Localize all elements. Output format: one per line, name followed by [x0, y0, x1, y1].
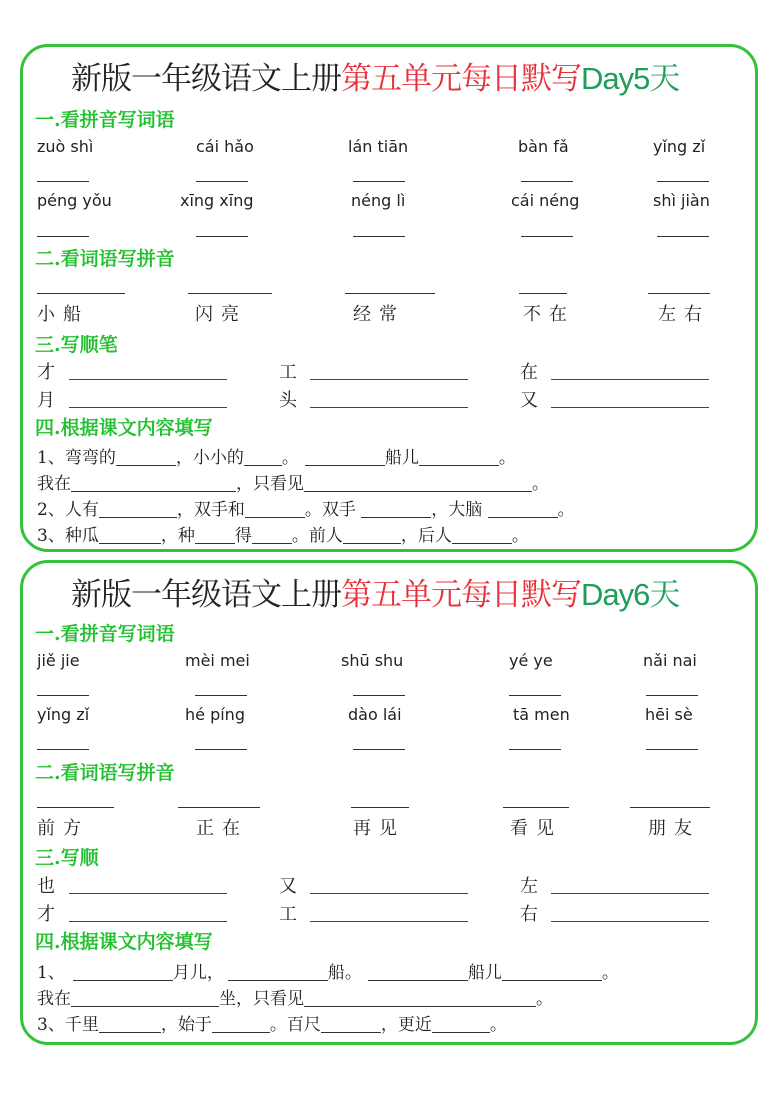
fill-blank[interactable]	[244, 447, 282, 466]
word: 看见	[510, 818, 562, 839]
word: 不在	[523, 304, 575, 325]
stroke-char: 才	[37, 904, 55, 925]
fill-blank[interactable]	[304, 988, 536, 1007]
answer-blank[interactable]	[648, 293, 710, 294]
pinyin: hé píng	[185, 705, 245, 724]
word: 左右	[658, 304, 710, 325]
answer-blank[interactable]	[37, 807, 114, 808]
worksheet-title	[71, 569, 679, 614]
fill-blank[interactable]	[99, 1014, 161, 1033]
fill-blank[interactable]	[212, 1014, 270, 1033]
title-day: Day5天	[581, 61, 680, 96]
fill-blank[interactable]	[343, 525, 401, 544]
pinyin: mèi mei	[185, 651, 250, 670]
stroke-char: 也	[37, 876, 55, 897]
pinyin: shì jiàn	[653, 191, 710, 210]
answer-blank[interactable]	[646, 695, 698, 696]
fill-blank[interactable]	[99, 499, 177, 518]
word: 朋友	[648, 818, 700, 839]
stroke-line[interactable]	[69, 893, 227, 894]
fill-blank[interactable]	[245, 499, 305, 518]
pinyin: zuò shì	[37, 137, 94, 156]
section-heading: 一.看拼音写词语	[35, 623, 175, 645]
section-heading: 二.看词语写拼音	[35, 762, 175, 784]
stroke-char: 工	[279, 362, 297, 383]
title-grade: 新版一年级语文上册	[71, 577, 341, 613]
answer-blank[interactable]	[353, 236, 405, 237]
fill-blank[interactable]	[71, 473, 236, 492]
section-heading: 三.写顺	[35, 847, 99, 869]
answer-blank[interactable]	[353, 695, 405, 696]
stroke-line[interactable]	[69, 407, 227, 408]
answer-blank[interactable]	[657, 236, 709, 237]
answer-blank[interactable]	[196, 181, 248, 182]
stroke-line[interactable]	[69, 921, 227, 922]
fill-blank[interactable]	[73, 962, 173, 981]
stroke-line[interactable]	[69, 379, 227, 380]
stroke-line[interactable]	[310, 379, 468, 380]
answer-blank[interactable]	[521, 181, 573, 182]
answer-blank[interactable]	[657, 181, 709, 182]
fill-line-1: 1、弯弯的 ，小小的 。 船儿 。	[37, 448, 516, 468]
pinyin: lán tiān	[348, 137, 409, 156]
answer-blank[interactable]	[521, 236, 573, 237]
fill-blank[interactable]	[452, 525, 512, 544]
title-unit: 第五单元每日默写	[341, 61, 581, 97]
answer-blank[interactable]	[509, 695, 561, 696]
worksheet-title	[71, 53, 679, 98]
fill-blank[interactable]	[361, 499, 431, 518]
word: 正在	[196, 818, 248, 839]
word: 前方	[37, 818, 89, 839]
pinyin: néng lì	[351, 191, 406, 210]
word: 小船	[37, 304, 89, 325]
stroke-char: 右	[520, 904, 538, 925]
stroke-char: 月	[37, 390, 55, 411]
pinyin: xīng xīng	[180, 191, 254, 210]
answer-blank[interactable]	[351, 807, 409, 808]
answer-blank[interactable]	[503, 807, 569, 808]
title-grade: 新版一年级语文上册	[71, 61, 341, 97]
answer-blank[interactable]	[509, 749, 561, 750]
worksheet-day6	[20, 560, 758, 1045]
pinyin: jiě jie	[37, 651, 80, 670]
answer-blank[interactable]	[345, 293, 435, 294]
answer-blank[interactable]	[353, 181, 405, 182]
section-heading: 四.根据课文内容填写	[35, 931, 213, 953]
pinyin: yé ye	[509, 651, 553, 670]
answer-blank[interactable]	[195, 695, 247, 696]
pinyin: tā men	[513, 705, 570, 724]
pinyin: cái hǎo	[196, 137, 254, 156]
fill-blank[interactable]	[305, 447, 385, 466]
fill-blank[interactable]	[502, 962, 602, 981]
answer-blank[interactable]	[519, 293, 567, 294]
stroke-line[interactable]	[310, 407, 468, 408]
fill-line-2: 我在 坐，只看见 。	[37, 989, 553, 1009]
fill-line-3: 3、千里 ，始于 。百尺 ，更近 。	[37, 1015, 507, 1035]
stroke-line[interactable]	[310, 921, 468, 922]
answer-blank[interactable]	[646, 749, 698, 750]
fill-line-2: 我在 ，只看见 。	[37, 474, 549, 494]
stroke-char: 头	[279, 390, 297, 411]
answer-blank[interactable]	[188, 293, 272, 294]
pinyin: yǐng zǐ	[653, 137, 706, 156]
fill-blank[interactable]	[99, 525, 161, 544]
answer-blank[interactable]	[37, 236, 89, 237]
stroke-line[interactable]	[551, 407, 709, 408]
fill-blank[interactable]	[419, 447, 499, 466]
stroke-line[interactable]	[551, 921, 709, 922]
stroke-char: 左	[520, 876, 538, 897]
pinyin: hēi sè	[645, 705, 693, 724]
fill-blank[interactable]	[368, 962, 468, 981]
pinyin: cái néng	[511, 191, 580, 210]
fill-blank[interactable]	[321, 1014, 381, 1033]
pinyin: péng yǒu	[37, 191, 112, 210]
answer-blank[interactable]	[37, 181, 89, 182]
answer-blank[interactable]	[630, 807, 710, 808]
fill-line-3: 2、人有 ，双手和 。双手 ，大脑 。	[37, 500, 575, 520]
stroke-char: 又	[520, 390, 538, 411]
pinyin: shū shu	[341, 651, 404, 670]
section-heading: 二.看词语写拼音	[35, 248, 175, 270]
pinyin: bàn fǎ	[518, 137, 569, 156]
pinyin: dào lái	[348, 705, 402, 724]
worksheet-day5	[20, 44, 758, 552]
fill-line-1: 1、 月儿， 船。 船儿 。	[37, 963, 619, 983]
fill-blank[interactable]	[432, 1014, 490, 1033]
word: 经常	[353, 304, 405, 325]
title-unit: 第五单元每日默写	[341, 577, 581, 613]
word: 闪亮	[195, 304, 247, 325]
answer-blank[interactable]	[178, 807, 260, 808]
answer-blank[interactable]	[196, 236, 248, 237]
section-heading: 四.根据课文内容填写	[35, 417, 213, 439]
stroke-line[interactable]	[310, 893, 468, 894]
fill-blank[interactable]	[195, 525, 235, 544]
answer-blank[interactable]	[37, 695, 89, 696]
section-heading: 一.看拼音写词语	[35, 109, 175, 131]
answer-blank[interactable]	[195, 749, 247, 750]
word: 再见	[353, 818, 405, 839]
pinyin: nǎi nai	[643, 651, 697, 670]
stroke-char: 才	[37, 362, 55, 383]
stroke-char: 又	[279, 876, 297, 897]
answer-blank[interactable]	[353, 749, 405, 750]
stroke-line[interactable]	[551, 893, 709, 894]
fill-blank[interactable]	[252, 525, 292, 544]
section-heading: 三.写顺笔	[35, 334, 118, 356]
fill-blank[interactable]	[304, 473, 532, 492]
pinyin: yǐng zǐ	[37, 705, 90, 724]
title-day: Day6天	[581, 577, 680, 612]
fill-line-4: 3、种瓜 ，种 得 。前人 ，后人 。	[37, 526, 529, 546]
fill-blank[interactable]	[116, 447, 176, 466]
answer-blank[interactable]	[37, 749, 89, 750]
stroke-line[interactable]	[551, 379, 709, 380]
fill-blank[interactable]	[71, 988, 219, 1007]
stroke-char: 工	[279, 904, 297, 925]
fill-blank[interactable]	[488, 499, 558, 518]
answer-blank[interactable]	[37, 293, 125, 294]
fill-blank[interactable]	[228, 962, 328, 981]
stroke-char: 在	[520, 362, 538, 383]
